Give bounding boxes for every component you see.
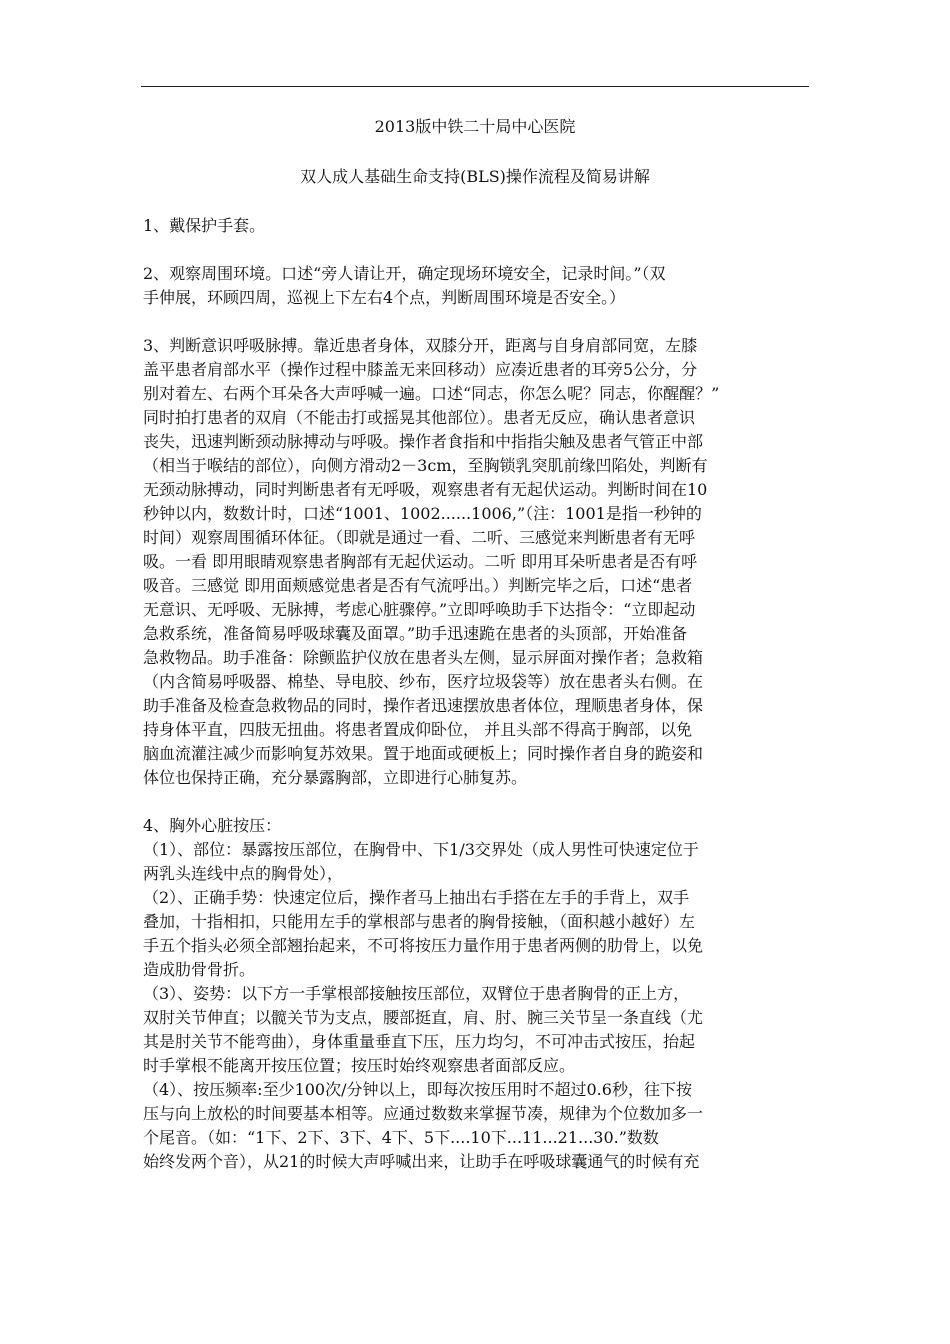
header-rule	[141, 86, 809, 87]
paragraph-gap	[143, 238, 811, 262]
text-line: 体位也保持正确，充分暴露胸部，立即进行心肺复苏。	[143, 768, 528, 787]
text-line: （3）、姿势：以下方一手掌根部接触按压部位，双臂位于患者胸骨的正上方，	[143, 984, 690, 1003]
text-line: 造成肋骨骨折。	[143, 960, 256, 979]
paragraph	[143, 334, 811, 790]
text-line: 压与向上放松的时间要基本相等。应通过数数来掌握节凑，规律为个位数加多一	[143, 1104, 704, 1123]
text-line: 盖平患者肩部水平（操作过程中膝盖无来回移动）应凑近患者的耳旁5公分，分	[143, 360, 698, 379]
text-line: 双肘关节伸直；以髋关节为支点，腰部挺直，肩、肘、腕三关节呈一条直线（尤	[143, 1008, 704, 1027]
text-line: 同时拍打患者的双肩（不能击打或摇晃其他部位）。患者无反应，确认患者意识	[143, 408, 696, 427]
text-line: 4、胸外心脏按压：	[143, 816, 282, 835]
text-line: 两乳头连线中点的胸骨处），	[143, 864, 344, 883]
paragraph-gap	[143, 790, 811, 814]
text-line: （内含简易呼吸器、棉垫、导电胶、纱布，医疗垃圾袋等）放在患者头右侧。在	[143, 672, 704, 691]
text-line: 手五个指头必须全部翘抬起来，不可将按压力量作用于患者两侧的肋骨上，以免	[143, 936, 704, 955]
text-line: 个尾音。（如：“1下、2下、3下、4下、5下....10下...11...21...30.”数数	[143, 1128, 659, 1147]
text-line: 丧失，迅速判断颈动脉搏动与呼吸。操作者食指和中指指尖触及患者气管正中部	[143, 432, 704, 451]
text-line: （1）、部位：暴露按压部位，在胸骨中、下1/3交界处（成人男性可快速定位于	[143, 840, 699, 859]
document-body	[143, 214, 811, 1174]
document-subtitle: 双人成人基础生命支持(BLS)操作流程及简易讲解	[300, 167, 650, 186]
text-line: 时间）观察周围循环体征。（即就是通过一看、二听、三感觉来判断患者有无呼	[143, 528, 696, 547]
text-line: 无意识、无呼吸、无脉搏，考虑心脏骤停。”立即呼唤助手下达指令：“立即起动	[143, 600, 696, 619]
text-line: 助手准备及检查急救物品的同时，操作者迅速摆放患者体位，理顺患者身体，保	[143, 696, 704, 715]
text-line: 急救系统，准备简易呼吸球囊及面罩。”助手迅速跪在患者的头顶部，开始准备	[143, 624, 688, 643]
paragraph-gap	[143, 310, 811, 334]
text-line: 无颈动脉搏动，同时判断患者有无呼吸，观察患者有无起伏运动。判断时间在10	[143, 480, 708, 499]
text-line: 吸。一看 即用眼睛观察患者胸部有无起伏运动。二听 即用耳朵听患者是否有呼	[143, 552, 698, 571]
text-line: 叠加，十指相扣，只能用左手的掌根部与患者的胸骨接触，（面积越小越好）左	[143, 912, 696, 931]
text-line: （2）、正确手势：快速定位后，操作者马上抽出右手搭在左手的手背上，双手	[143, 888, 690, 907]
text-line: 手伸展，环顾四周，巡视上下左右4个点，判断周围环境是否安全。）	[143, 288, 626, 307]
text-line: 其是肘关节不能弯曲），身体重量垂直下压，压力均匀，不可冲击式按压，抬起	[143, 1032, 696, 1051]
text-line: 2、观察周围环境。口述“旁人请让开，确定现场环境安全，记录时间。”（双	[143, 264, 666, 283]
text-line: 时手掌根不能离开按压位置；按压时始终观察患者面部反应。	[143, 1056, 576, 1075]
text-line: （相当于喉结的部位），向侧方滑动2－3cm，至胸锁乳突肌前缘凹陷处，判断有	[143, 456, 708, 475]
text-line: 3、判断意识呼吸脉搏。靠近患者身体，双膝分开，距离与自身肩部同宽，左膝	[143, 336, 698, 355]
text-line: 秒钟以内，数数计时，口述“1001、1002......1006,”（注：1001是指一秒钟的	[143, 504, 702, 523]
text-line: 始终发两个音），从21的时候大声呼喊出来，让助手在呼吸球囊通气的时候有充	[143, 1152, 700, 1171]
text-line: 持身体平直，四肢无扭曲。将患者置成仰卧位， 并且头部不得高于胸部，以免	[143, 720, 693, 739]
paragraph	[143, 262, 811, 310]
text-line: （4）、按压频率:至少100次/分钟以上，即每次按压用时不超过0.6秒，往下按	[143, 1080, 692, 1099]
paragraph	[143, 814, 811, 1174]
document-title: 2013版中铁二十局中心医院	[374, 117, 576, 136]
text-line: 吸音。三感觉 即用面颊感觉患者是否有气流呼出。）判断完毕之后，口述“患者	[143, 576, 693, 595]
text-line: 别对着左、右两个耳朵各大声呼喊一遍。口述“同志，你怎么呢？同志，你醒醒？”	[143, 384, 720, 403]
paragraph	[143, 214, 811, 238]
text-line: 1、戴保护手套。	[143, 216, 266, 235]
text-line: 脑血流灌注减少而影响复苏效果。置于地面或硬板上；同时操作者自身的跪姿和	[143, 744, 704, 763]
text-line: 急救物品。助手准备：除颤监护仪放在患者头左侧，显示屏面对操作者；急救箱	[143, 648, 704, 667]
